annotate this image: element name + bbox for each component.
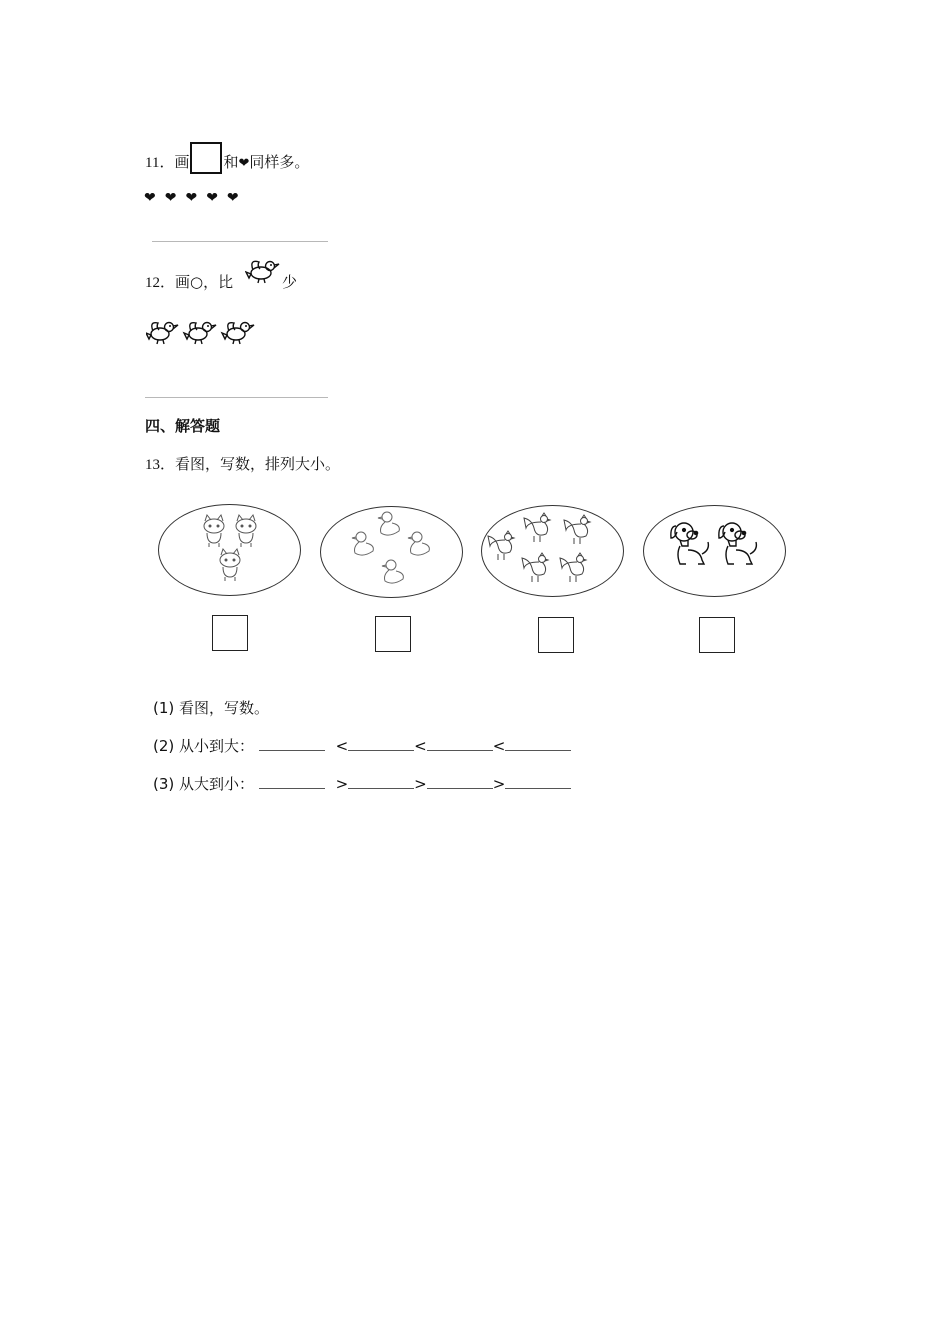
answer-blank[interactable]: [259, 736, 325, 751]
heart-icon: ❤❤❤❤❤: [144, 190, 248, 206]
rooster-icon: [482, 506, 622, 596]
question-number: 11．: [145, 155, 175, 171]
question-number: 13．: [145, 457, 176, 473]
question-text: 看图，写数，排列大小。: [175, 455, 341, 473]
greater-than-sign: >: [414, 775, 427, 793]
section-title: 四、解答题: [145, 417, 221, 435]
duck-icon: [321, 507, 461, 597]
sub-question-label: (3) 从大到小：: [153, 775, 255, 793]
answer-blank[interactable]: [348, 736, 414, 751]
question-text-middle: 和: [223, 153, 239, 171]
less-than-sign: <: [492, 737, 506, 755]
answer-line[interactable]: [145, 397, 328, 398]
sub-question-3: [153, 773, 571, 794]
square-shape: [190, 142, 222, 174]
answer-box-cats[interactable]: [212, 615, 248, 651]
answer-box-roosters[interactable]: [538, 617, 574, 653]
oval-dogs: [643, 505, 786, 597]
question-text-suffix: 同样多。: [249, 153, 310, 171]
oval-cats: [158, 504, 301, 596]
sub-question-1: (1) 看图，写数。: [153, 699, 270, 717]
bird-icon: [146, 318, 256, 346]
answer-box-dogs[interactable]: [699, 617, 735, 653]
greater-than-sign: >: [335, 775, 349, 793]
oval-roosters: [481, 505, 624, 597]
hearts-row: [144, 190, 248, 206]
greater-than-sign: >: [492, 775, 506, 793]
answer-blank[interactable]: [427, 774, 493, 789]
less-than-sign: <: [335, 737, 349, 755]
bird-icon: [245, 256, 281, 284]
question-text: 画○，比: [175, 273, 234, 291]
question-12-suffix: [282, 271, 297, 292]
dog-icon: [644, 506, 784, 596]
answer-blank[interactable]: [348, 774, 414, 789]
sub-question-2: [153, 735, 571, 756]
birds-row: [146, 318, 256, 350]
question-11: [145, 140, 309, 172]
oval-ducks: [320, 506, 463, 598]
question-text-prefix: 画: [174, 153, 190, 171]
answer-blank[interactable]: [505, 736, 571, 751]
heart-icon: ❤: [238, 156, 250, 171]
answer-line[interactable]: [152, 241, 328, 242]
question-text-suffix: 少: [282, 273, 298, 291]
question-number: 12．: [145, 275, 176, 291]
cat-icon: [159, 505, 299, 595]
answer-blank[interactable]: [259, 774, 325, 789]
answer-blank[interactable]: [505, 774, 571, 789]
less-than-sign: <: [414, 737, 427, 755]
answer-blank[interactable]: [427, 736, 493, 751]
question-13: [145, 453, 340, 474]
question-12: [145, 271, 233, 292]
answer-box-ducks[interactable]: [375, 616, 411, 652]
sub-question-label: (2) 从小到大：: [153, 737, 255, 755]
